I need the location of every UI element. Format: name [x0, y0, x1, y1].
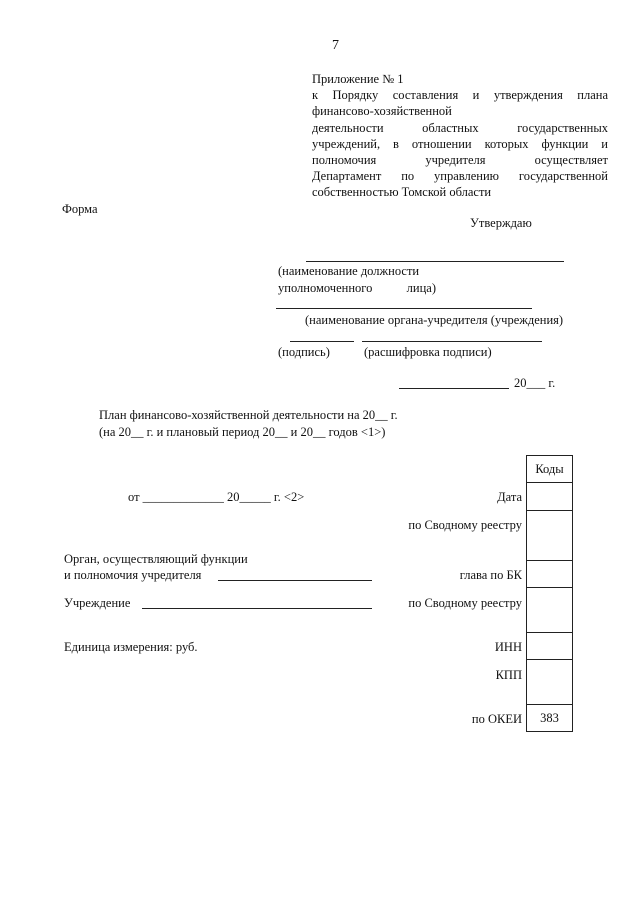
signature-caption: (подпись): [278, 345, 330, 359]
codes-cell-okei-value: 383: [540, 710, 559, 725]
codes-label-date: Дата: [497, 490, 522, 504]
appendix-line: деятельности областных государственных: [312, 121, 608, 135]
position-caption-1: (наименование должности: [278, 264, 420, 278]
unit-label: Единица измерения: руб.: [64, 640, 198, 654]
org-line: [276, 308, 532, 309]
plan-title: План финансово-хозяйственной деятельности на 20__ г.: [99, 408, 398, 422]
decode-line: [362, 341, 542, 342]
codes-label-registry-2: по Сводному реестру: [408, 596, 522, 610]
codes-header-text: Коды: [535, 461, 564, 476]
decode-caption: (расшифровка подписи): [364, 345, 492, 359]
appendix-line: собственностью Томской области: [312, 185, 492, 199]
codes-label-kpp: КПП: [495, 668, 522, 682]
codes-cell-date[interactable]: [526, 482, 573, 511]
codes-label-inn: ИНН: [494, 640, 522, 654]
codes-label-bk: глава по БК: [459, 568, 522, 582]
organ-input-line[interactable]: [218, 580, 372, 581]
appendix-line: Департамент по управлению государственной: [312, 169, 608, 183]
institution-input-line[interactable]: [142, 608, 372, 609]
codes-cell-registry[interactable]: [526, 510, 573, 561]
appendix-line: финансово-хозяйственной: [312, 104, 452, 118]
page-number: 7: [332, 38, 339, 53]
codes-cell-bk[interactable]: [526, 560, 573, 588]
position-caption-2: уполномоченного лица): [278, 281, 436, 295]
codes-label-okei: по ОКЕИ: [471, 712, 522, 726]
appendix-line: учреждений, в отношении которых функции и: [312, 137, 608, 151]
institution-label: Учреждение: [64, 596, 131, 610]
codes-cell-okei[interactable]: [526, 704, 573, 732]
approve-title: Утверждаю: [470, 216, 532, 230]
codes-cell-registry-2[interactable]: [526, 587, 573, 633]
org-caption: (наименование органа-учредителя (учреждения): [305, 313, 564, 327]
appendix-line: полномочия учредителя осуществляет: [312, 153, 608, 167]
position-line: [306, 261, 564, 262]
signature-line: [290, 341, 354, 342]
approve-date-year: 20___ г.: [514, 376, 556, 390]
appendix-line: к Порядку составления и утверждения плана: [312, 88, 608, 102]
form-label: Форма: [62, 202, 98, 216]
codes-label-registry: по Сводному реестру: [408, 518, 522, 532]
date-line: [399, 388, 509, 389]
codes-cell-inn[interactable]: [526, 632, 573, 660]
organ-label-2: и полномочия учредителя: [64, 568, 202, 582]
date-from-field: от _____________ 20_____ г. <2>: [128, 490, 305, 504]
codes-cell-kpp[interactable]: [526, 659, 573, 705]
plan-subtitle: (на 20__ г. и плановый период 20__ и 20__ годов <1>): [99, 425, 386, 439]
organ-label-1: Орган, осуществляющий функции: [64, 552, 248, 566]
codes-header: [526, 455, 573, 483]
appendix-line: Приложение № 1: [312, 72, 404, 86]
